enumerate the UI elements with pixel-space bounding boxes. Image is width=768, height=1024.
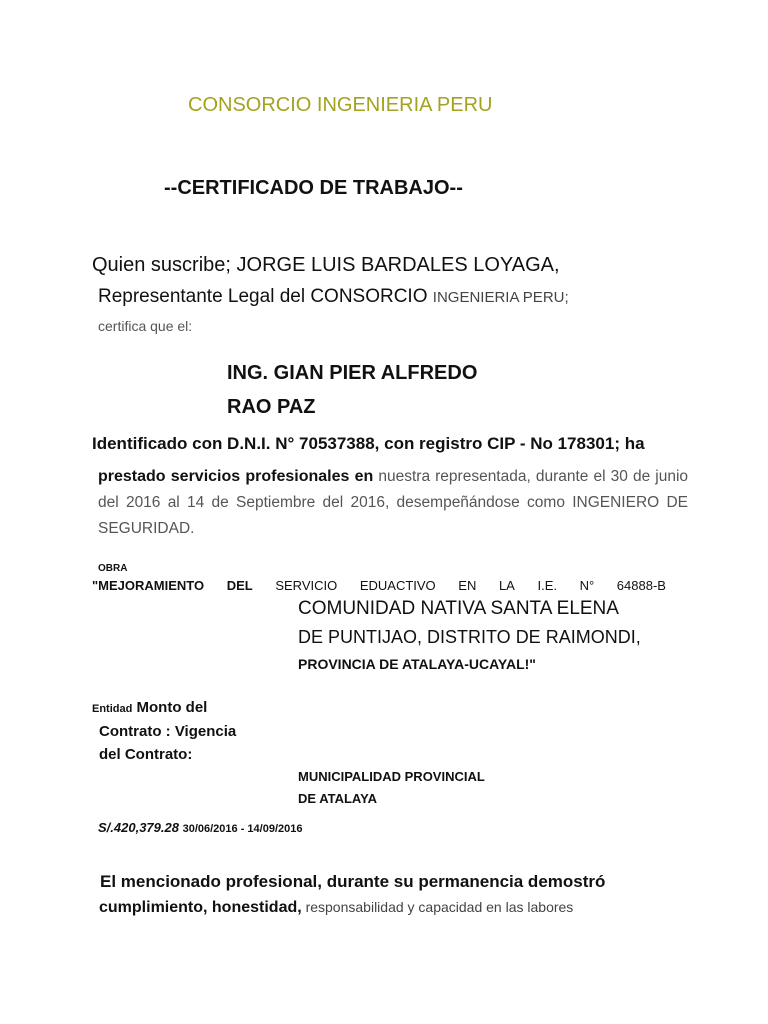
obra-word: EN (458, 578, 477, 593)
identification-line: Identificado con D.N.I. N° 70537388, con registro CIP - No 178301; ha (92, 434, 645, 453)
intro-line-2-small: INGENIERIA PERU; (432, 289, 569, 306)
obra-word: EDUACTIVO (359, 578, 436, 593)
contract-label-line-2: Contrato : Vigencia (99, 723, 237, 740)
contract-label-line-1 (92, 699, 207, 716)
obra-word: "MEJORAMIENTO (92, 578, 205, 593)
professional-name-line-1: ING. GIAN PIER ALFREDO (227, 362, 478, 384)
service-paragraph (98, 464, 688, 542)
entidad-label: Entidad (92, 703, 133, 715)
closing-line-2 (99, 899, 573, 917)
obra-word: LA (498, 578, 515, 593)
closing-rest: responsabilidad y capacidad en las labores (301, 899, 574, 915)
service-bold: prestado servicios profesionales en (98, 468, 374, 485)
intro-line-3: certifica que el: (98, 318, 193, 334)
contract-amount-line (98, 820, 302, 835)
obra-word: 64888-B (616, 578, 666, 593)
obra-label: OBRA (98, 563, 128, 574)
obra-line-4: PROVINCIA DE ATALAYA-UCAYAL!" (298, 656, 536, 672)
intro-line-1: Quien suscribe; JORGE LUIS BARDALES LOYAGA, (92, 254, 560, 276)
professional-name-line-2: RAO PAZ (227, 396, 316, 418)
obra-word: N° (579, 578, 595, 593)
closing-bold: cumplimiento, honestidad, (99, 899, 302, 916)
monto-label: Monto del (136, 699, 208, 716)
obra-word: SERVICIO (275, 578, 338, 593)
obra-word: DEL (226, 578, 253, 593)
company-heading: CONSORCIO INGENIERIA PERU (188, 94, 493, 116)
closing-line-1: El mencionado profesional, durante su permanencia demostró (100, 872, 606, 891)
obra-line-1 (92, 578, 666, 593)
obra-word: I.E. (537, 578, 557, 593)
entity-name-line-2: DE ATALAYA (298, 791, 377, 806)
contract-amount: S/.420,379.28 (98, 820, 179, 835)
intro-line-2 (98, 286, 569, 308)
service-rest: nuestra representada, durante el 30 de junio del 2016 al 14 de Septiembre del 2016, desempeñándose como INGENIERO DE SEGURIDAD. (98, 468, 689, 537)
contract-label-line-3: del Contrato: (99, 746, 193, 763)
certificate-title: --CERTIFICADO DE TRABAJO-- (164, 177, 463, 199)
contract-dates: 30/06/2016 - 14/09/2016 (182, 823, 303, 835)
entity-name-line-1: MUNICIPALIDAD PROVINCIAL (298, 769, 485, 784)
obra-line-2: COMUNIDAD NATIVA SANTA ELENA (298, 598, 619, 619)
obra-line-3: DE PUNTIJAO, DISTRITO DE RAIMONDI, (298, 627, 641, 647)
intro-line-2-main: Representante Legal del CONSORCIO (98, 286, 433, 307)
